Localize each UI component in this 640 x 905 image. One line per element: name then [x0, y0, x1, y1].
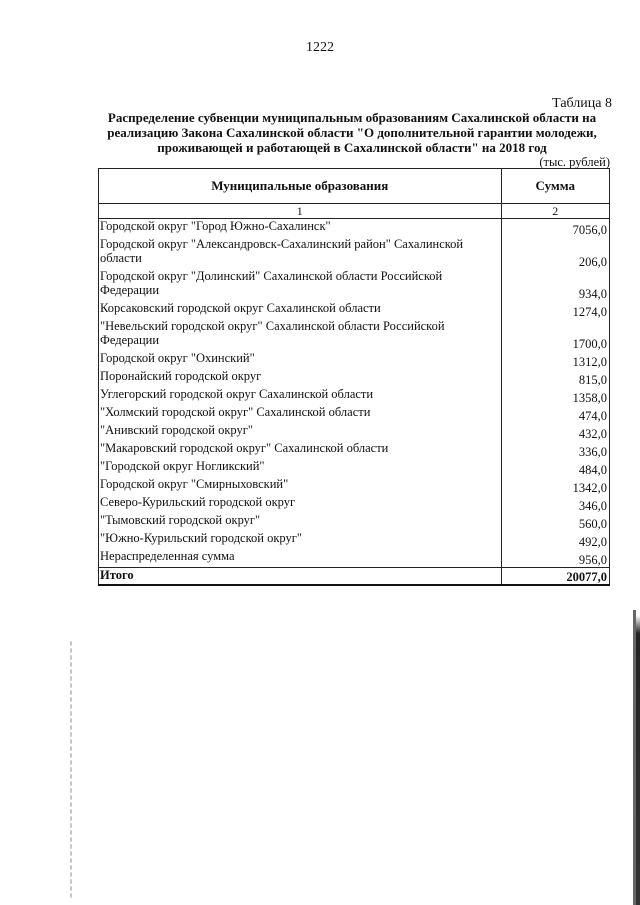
municipality-name: "Анивский городской округ"	[99, 423, 502, 441]
municipality-name: Городской округ "Долинский" Сахалинской области Российской Федерации	[99, 269, 502, 301]
total-row	[99, 568, 610, 586]
municipality-name: Углегорский городской округ Сахалинской области	[99, 387, 502, 405]
table-row	[99, 351, 610, 369]
subsidy-sum: 1342,0	[501, 477, 609, 495]
municipality-name: "Макаровский городской округ" Сахалинской области	[99, 441, 502, 459]
table-row	[99, 441, 610, 459]
page-number: 1222	[306, 40, 334, 55]
table-row	[99, 423, 610, 441]
subsidy-sum: 206,0	[501, 237, 609, 269]
column-index-1: 1	[99, 204, 502, 219]
municipality-name: "Холмский городской округ" Сахалинской области	[99, 405, 502, 423]
table-row	[99, 387, 610, 405]
municipality-name: Городской округ "Александровск-Сахалинский район" Сахалинской области	[99, 237, 502, 269]
scan-edge-shadow-inner	[633, 610, 636, 905]
municipality-name: Нераспределенная сумма	[99, 549, 502, 568]
table-row	[99, 369, 610, 387]
subsidy-sum: 815,0	[501, 369, 609, 387]
scan-dot-artifact	[70, 640, 72, 900]
table-label: Таблица 8	[552, 96, 612, 111]
title-line-2: реализацию Закона Сахалинской области "О дополнительной гарантии молодежи,	[107, 125, 597, 140]
municipality-name: "Тымовский городской округ"	[99, 513, 502, 531]
subsidy-sum: 492,0	[501, 531, 609, 549]
table-row	[99, 237, 610, 269]
table-row	[99, 459, 610, 477]
subsidy-sum: 956,0	[501, 549, 609, 568]
subsidy-sum: 336,0	[501, 441, 609, 459]
total-label: Итого	[99, 568, 502, 586]
table-row	[99, 405, 610, 423]
municipality-name: "Городской округ Ногликский"	[99, 459, 502, 477]
subsidy-sum: 484,0	[501, 459, 609, 477]
column-index-2: 2	[501, 204, 609, 219]
table-row	[99, 513, 610, 531]
column-index-row	[99, 204, 610, 219]
table-body	[99, 219, 610, 586]
table-row	[99, 219, 610, 238]
subsidy-sum: 7056,0	[501, 219, 609, 238]
title-line-1: Распределение субвенции муниципальным образованиям Сахалинской области на	[107, 110, 597, 125]
subsidy-sum: 1274,0	[501, 301, 609, 319]
title-line-3: проживающей и работающей в Сахалинской области" на 2018 год	[157, 140, 547, 155]
municipality-name: Поронайский городской округ	[99, 369, 502, 387]
units-label: (тыс. рублей)	[539, 155, 610, 169]
subsidy-sum: 474,0	[501, 405, 609, 423]
table-row	[99, 495, 610, 513]
municipality-name: "Невельский городской округ" Сахалинской области Российской Федерации	[99, 319, 502, 351]
municipality-name: Корсаковский городской округ Сахалинской области	[99, 301, 502, 319]
subsidy-sum: 346,0	[501, 495, 609, 513]
subsidy-sum: 560,0	[501, 513, 609, 531]
subsidy-sum: 1700,0	[501, 319, 609, 351]
table-row	[99, 549, 610, 568]
table-row	[99, 477, 610, 495]
scan-edge-shadow	[636, 0, 640, 905]
header-municipality: Муниципальные образования	[99, 169, 502, 204]
municipality-name: Городской округ "Город Южно-Сахалинск"	[99, 219, 502, 238]
total-sum: 20077,0	[501, 568, 609, 586]
document-title	[98, 110, 606, 155]
subsidy-sum: 1358,0	[501, 387, 609, 405]
subsidy-table	[98, 168, 610, 586]
table-header-row	[99, 169, 610, 204]
subsidy-sum: 934,0	[501, 269, 609, 301]
table-row	[99, 319, 610, 351]
municipality-name: Северо-Курильский городской округ	[99, 495, 502, 513]
municipality-name: "Южно-Курильский городской округ"	[99, 531, 502, 549]
municipality-name: Городской округ "Смирныховский"	[99, 477, 502, 495]
table-row	[99, 269, 610, 301]
table-row	[99, 531, 610, 549]
header-sum: Сумма	[501, 169, 609, 204]
municipality-name: Городской округ "Охинский"	[99, 351, 502, 369]
subsidy-sum: 432,0	[501, 423, 609, 441]
table-row	[99, 301, 610, 319]
subsidy-sum: 1312,0	[501, 351, 609, 369]
